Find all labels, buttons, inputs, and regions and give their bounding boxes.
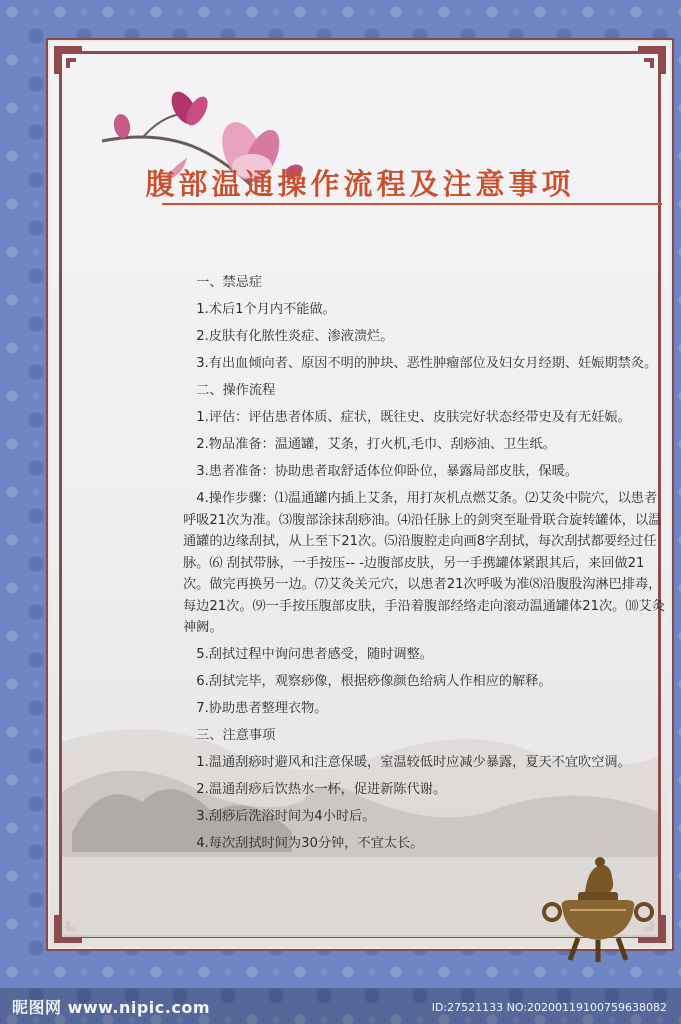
list-item: 1.温通刮痧时避风和注意保暖，室温较低时应减少暴露，夏天不宜吹空调。	[196, 755, 631, 770]
section-heading: 三、注意事项	[196, 728, 276, 743]
notice-board	[50, 42, 670, 947]
list-item: 5.刮拭过程中询问患者感受，随时调整。	[196, 647, 433, 662]
section-heading: 二、操作流程	[196, 383, 276, 398]
corner-ornament	[52, 44, 86, 78]
list-item: 7.协助患者整理衣物。	[196, 701, 328, 716]
list-item: 4.每次刮拭时间为30分钟，不宜太长。	[196, 836, 424, 851]
list-item: 2.温通刮痧后饮热水一杯，促进新陈代谢。	[196, 782, 447, 797]
list-item: 3.患者准备：协助患者取舒适体位仰卧位，暴露局部皮肤，保暖。	[196, 464, 579, 479]
watermark-bar	[0, 988, 681, 1024]
corner-ornament	[634, 44, 668, 78]
title-underline	[162, 203, 662, 205]
list-item: 3.刮痧后洗浴时间为4小时后。	[196, 809, 376, 824]
content-body	[183, 270, 669, 860]
list-item: 6.刮拭完毕，观察痧像，根据痧像颜色给病人作相应的解释。	[196, 674, 552, 689]
list-item: 3.有出血倾向者、原因不明的肿块、恶性肿瘤部位及妇女月经期、妊娠期禁灸。	[196, 356, 658, 371]
watermark-site: 昵图网 www.nipic.com	[12, 998, 210, 1017]
list-item: 4.操作步骤：⑴温通罐内插上艾条，用打灰机点燃艾条。⑵艾灸中院穴，以患者呼吸21次为准。⑶腹部涂抹刮痧油。⑷沿任脉上的剑突至耻骨联合旋转罐体，以温通罐的边缘刮拭，从上至下21次。⑸沿腹腔走向画8字刮拭，每次刮拭都要经过任脉。⑹ 刮拭带脉，一手按压-- -边腹部皮肤，另一手携罐体紧跟其后，来回做21次。做完再换另一边。⑺艾灸关元穴，以患者21次呼吸为准⑻沿腹股沟淋巴排毒，每边21次。⑼一手按压腹部皮肤，手沿着腹部经络走向滚动温通罐体21次。⑽艾灸神阙。	[183, 491, 665, 635]
list-item: 1.术后1个月内不能做。	[196, 302, 336, 317]
list-item: 1.评估：评估患者体质、症状，既往史、皮肤完好状态经带史及有无妊娠。	[196, 410, 631, 425]
list-item: 2.物品准备：温通罐，艾条，打火机,毛巾、刮痧油、卫生纸。	[196, 437, 556, 452]
watermark-id: ID:27521133 NO:20200119100759638082	[431, 1001, 667, 1014]
section-heading: 一、禁忌症	[196, 275, 263, 290]
incense-burner-illustration	[540, 852, 655, 967]
page-title: 腹部温通操作流程及注意事项	[145, 167, 575, 201]
list-item: 2.皮肤有化脓性炎症、渗液溃烂。	[196, 329, 394, 344]
